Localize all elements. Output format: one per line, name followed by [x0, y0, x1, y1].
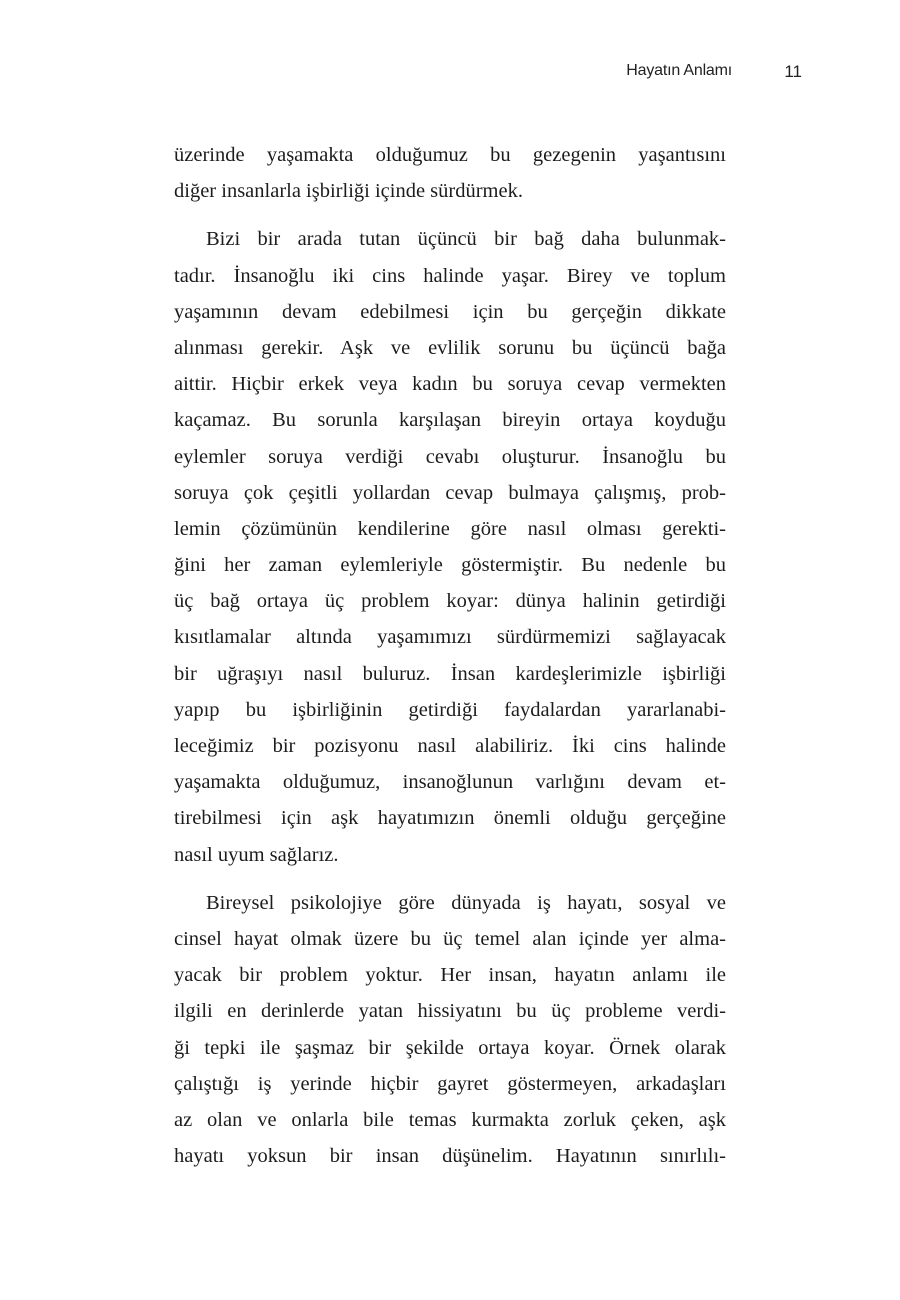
body-text — [174, 137, 726, 1174]
running-title: Hayatın Anlamı — [626, 62, 732, 79]
text-line: üzerinde yaşamakta olduğumuz bu gezegenin yaşantısını — [174, 144, 726, 166]
text-line: tadır. İnsanoğlu iki cins halinde yaşar. Birey ve toplum — [174, 264, 726, 287]
text-line: diğer insanlarla işbirliği içinde sürdürmek. — [174, 180, 523, 203]
text-line: lemin çözümünün kendilerine göre nasıl olması gerekti- — [174, 517, 726, 540]
text-line: nasıl uyum sağlarız. — [174, 843, 339, 866]
text-line: leceğimiz bir pozisyonu nasıl alabiliriz. İki cins halinde — [174, 735, 726, 757]
text-line: aittir. Hiçbir erkek veya kadın bu soruya cevap vermekten — [174, 373, 726, 396]
text-line: yaşamının devam edebilmesi için bu gerçeğin dikkate — [174, 300, 726, 323]
text-line: kısıtlamalar altında yaşamımızı sürdürmemizi sağlayacak — [174, 626, 726, 649]
text-line: hayatı yoksun bir insan düşünelim. Hayatının sınırlılı- — [174, 1145, 726, 1168]
text-line: üç bağ ortaya üç problem koyar: dünya halinin getirdiği — [174, 590, 726, 613]
text-line: kaçamaz. Bu sorunla karşılaşan bireyin ortaya koyduğu — [174, 409, 726, 432]
text-line: Bireysel psikolojiye göre dünyada iş hayatı, sosyal ve — [206, 891, 726, 914]
paragraph — [174, 137, 726, 209]
text-line: yacak bir problem yoktur. Her insan, hayatın anlamı ile — [174, 964, 726, 987]
running-header — [0, 62, 900, 86]
text-line: soruya çok çeşitli yollardan cevap bulmaya çalışmış, prob- — [174, 481, 726, 504]
text-line: yaşamakta olduğumuz, insanoğlunun varlığını devam et- — [174, 771, 726, 794]
text-line: yapıp bu işbirliğinin getirdiği faydalardan yararlanabi- — [174, 698, 726, 721]
text-line: ilgili en derinlerde yatan hissiyatını bu üç probleme verdi- — [174, 1000, 726, 1023]
paragraph — [174, 885, 726, 1175]
text-line: eylemler soruya verdiği cevabı oluşturur. İnsanoğlu bu — [174, 445, 726, 468]
paragraph — [174, 221, 726, 872]
text-line: tirebilmesi için aşk hayatımızın önemli olduğu gerçeğine — [174, 807, 726, 830]
text-line: alınması gerekir. Aşk ve evlilik sorunu bu üçüncü bağa — [174, 336, 726, 359]
text-line: çalıştığı iş yerinde hiçbir gayret göstermeyen, arkadaşları — [174, 1072, 726, 1095]
text-line: bir uğraşıyı nasıl buluruz. İnsan kardeşlerimizle işbirliği — [174, 662, 726, 685]
page-number: 11 — [784, 62, 802, 81]
text-line: Bizi bir arada tutan üçüncü bir bağ daha bulunmak- — [206, 228, 726, 251]
text-line: ği tepki ile şaşmaz bir şekilde ortaya koyar. Örnek olarak — [174, 1036, 726, 1059]
text-line: cinsel hayat olmak üzere bu üç temel alan içinde yer alma- — [174, 927, 726, 950]
text-line: az olan ve onlarla bile temas kurmakta zorluk çeken, aşk — [174, 1108, 726, 1131]
text-line: ğini her zaman eylemleriyle göstermiştir. Bu nedenle bu — [174, 554, 726, 577]
